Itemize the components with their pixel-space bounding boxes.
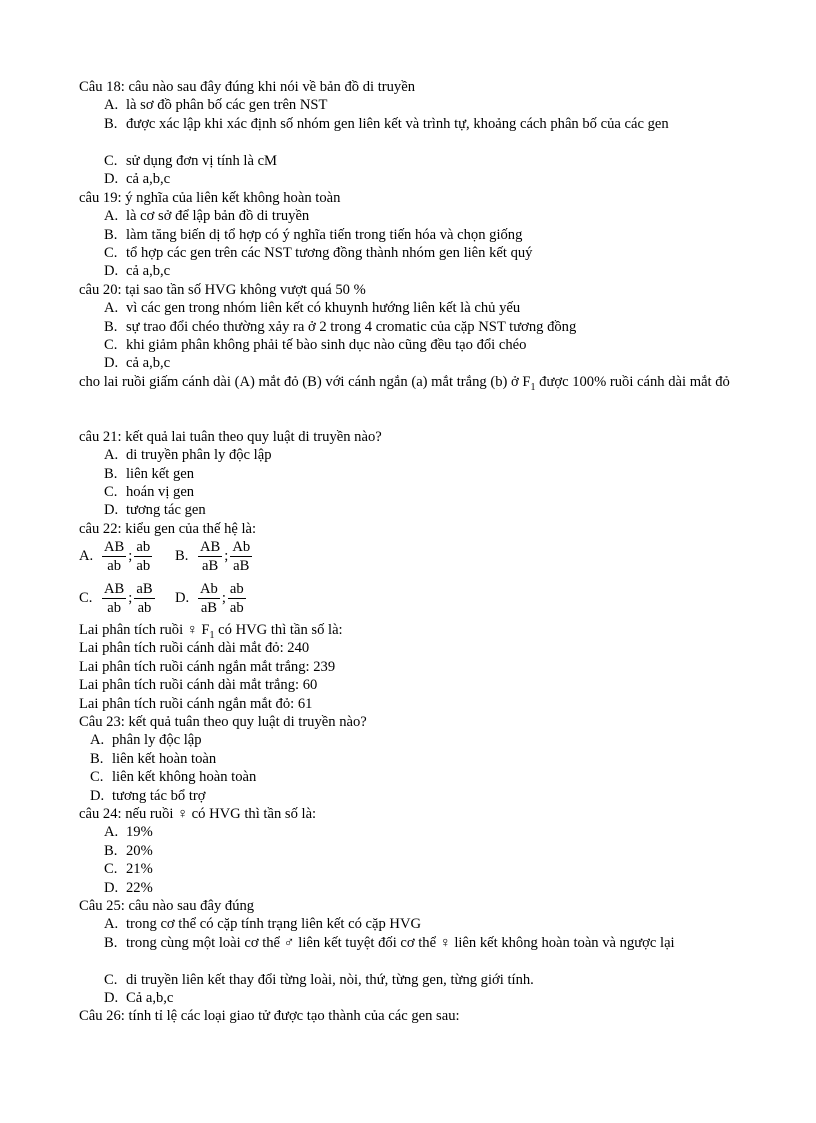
q22-option-c: C. $\frac{AB}{ab}$ ; $\frac{aB}{ab}$ bbox=[79, 581, 153, 616]
q25-option-d: D. Cả a,b,c bbox=[104, 990, 174, 1006]
q20-question: câu 20: tại sao tần số HVG không vượt quá 50 % bbox=[79, 282, 366, 298]
q18-option-d: D. cả a,b,c bbox=[104, 171, 171, 187]
q19-option-c: C. tổ hợp các gen trên các NST tương đồng thành nhóm gen liên kết quý bbox=[104, 245, 533, 261]
q20-option-a: A. vì các gen trong nhóm liên kết có khuynh hướng liên kết là chủ yếu bbox=[104, 300, 521, 316]
q19-question: câu 19: ý nghĩa của liên kết không hoàn toàn bbox=[79, 190, 341, 206]
q25-option-a: A. trong cơ thể có cặp tính trạng liên kết có cặp HVG bbox=[104, 916, 422, 932]
q24-option-c: C. 21% bbox=[104, 861, 153, 877]
q26-question: Câu 26: tính tỉ lệ các loại giao tử được tạo thành của các gen sau: bbox=[79, 1008, 460, 1024]
test-cross-result: Lai phân tích ruồi cánh ngắn mắt trắng: 239 bbox=[79, 659, 336, 675]
genotype-fraction: $\frac{aB}{ab}$ bbox=[136, 581, 153, 616]
q18-option-c: C. sử dụng đơn vị tính là cM bbox=[104, 153, 278, 169]
experiment-description: cho lai ruồi giấm cánh dài (A) mắt đỏ (B) với cánh ngắn (a) mắt trắng (b) ở $F_1$ được 100% ruồi cánh dài mắt đỏ bbox=[79, 374, 730, 393]
q25-option-c: C. di truyền liên kết thay đổi từng loài, nòi, thứ, từng gen, từng giới tính. bbox=[104, 972, 534, 988]
q19-option-b: B. làm tăng biến dị tổ hợp có ý nghĩa tiến trong tiến hóa và chọn giống bbox=[104, 227, 523, 243]
q22-option-a: A. $\frac{AB}{ab}$ ; $\frac{ab}{ab}$ bbox=[79, 539, 151, 574]
genotype-fraction: $\frac{Ab}{aB}$ bbox=[232, 539, 251, 574]
q23-option-c: C. liên kết không hoàn toàn bbox=[90, 769, 257, 785]
q25-option-b: B. trong cùng một loài cơ thể ♂ liên kết tuyệt đối cơ thể ♀ liên kết không hoàn toàn và ngược lại bbox=[104, 935, 675, 951]
q20-option-b: B. sự trao đổi chéo thường xảy ra ở 2 trong 4 cromatic của cặp NST tương đồng bbox=[104, 319, 577, 335]
q21-option-b: B. liên kết gen bbox=[104, 466, 195, 482]
q20-option-d: D. cả a,b,c bbox=[104, 355, 171, 371]
genotype-fraction: $\frac{AB}{aB}$ bbox=[200, 539, 221, 574]
genotype-fraction: $\frac{ab}{ab}$ bbox=[229, 581, 244, 616]
genotype-fraction: $\frac{ab}{ab}$ bbox=[136, 539, 151, 574]
q24-option-d: D. 22% bbox=[104, 880, 153, 896]
q20-option-c: C. khi giảm phân không phải tế bào sinh dục nào cũng đều tạo đổi chéo bbox=[104, 337, 527, 353]
q23-question: Câu 23: kết quả tuân theo quy luật di truyền nào? bbox=[79, 714, 367, 730]
q18-question: Câu 18: câu nào sau đây đúng khi nói về bản đồ di truyền bbox=[79, 79, 415, 95]
q22-question: câu 22: kiểu gen của thế hệ là: bbox=[79, 521, 257, 537]
q19-option-d: D. cả a,b,c bbox=[104, 263, 171, 279]
q23-option-a: A. phân ly độc lập bbox=[90, 732, 202, 748]
test-cross-intro: Lai phân tích ruồi ♀ $F_1$ có HVG thì tần số là: bbox=[79, 622, 343, 641]
q22-option-d: D. $\frac{Ab}{aB}$ ; $\frac{ab}{ab}$ bbox=[175, 581, 244, 616]
q18-option-a: A. là sơ đồ phân bố các gen trên NST bbox=[104, 97, 328, 113]
genotype-fraction: $\frac{AB}{ab}$ bbox=[104, 539, 125, 574]
genotype-fraction: $\frac{Ab}{aB}$ bbox=[200, 581, 218, 616]
test-cross-result: Lai phân tích ruồi cánh ngắn mắt đỏ: 61 bbox=[79, 696, 313, 712]
q21-option-d: D. tương tác gen bbox=[104, 502, 206, 518]
test-cross-result: Lai phân tích ruồi cánh dài mắt đỏ: 240 bbox=[79, 640, 310, 656]
q23-option-b: B. liên kết hoàn toàn bbox=[90, 751, 217, 767]
q21-option-c: C. hoán vị gen bbox=[104, 484, 195, 500]
q21-option-a: A. di truyền phân ly độc lập bbox=[104, 447, 272, 463]
test-cross-result: Lai phân tích ruồi cánh dài mắt trắng: 60 bbox=[79, 677, 318, 693]
q21-question: câu 21: kết quả lai tuân theo quy luật di truyền nào? bbox=[79, 429, 382, 445]
q24-option-a: A. 19% bbox=[104, 824, 153, 840]
q18-option-b: B. được xác lập khi xác định số nhóm gen liên kết và trình tự, khoảng cách phân bố của các gen bbox=[104, 116, 669, 132]
q23-option-d: D. tương tác bổ trợ bbox=[90, 788, 206, 804]
q24-question: câu 24: nếu ruồi ♀ có HVG thì tần số là: bbox=[79, 806, 317, 822]
q24-option-b: B. 20% bbox=[104, 843, 153, 859]
genotype-fraction: $\frac{AB}{ab}$ bbox=[104, 581, 125, 616]
q22-option-b: B. $\frac{AB}{aB}$ ; $\frac{Ab}{aB}$ bbox=[175, 539, 251, 574]
q19-option-a: A. là cơ sở để lập bản đồ di truyền bbox=[104, 208, 310, 224]
q25-question: Câu 25: câu nào sau đây đúng bbox=[79, 898, 255, 914]
